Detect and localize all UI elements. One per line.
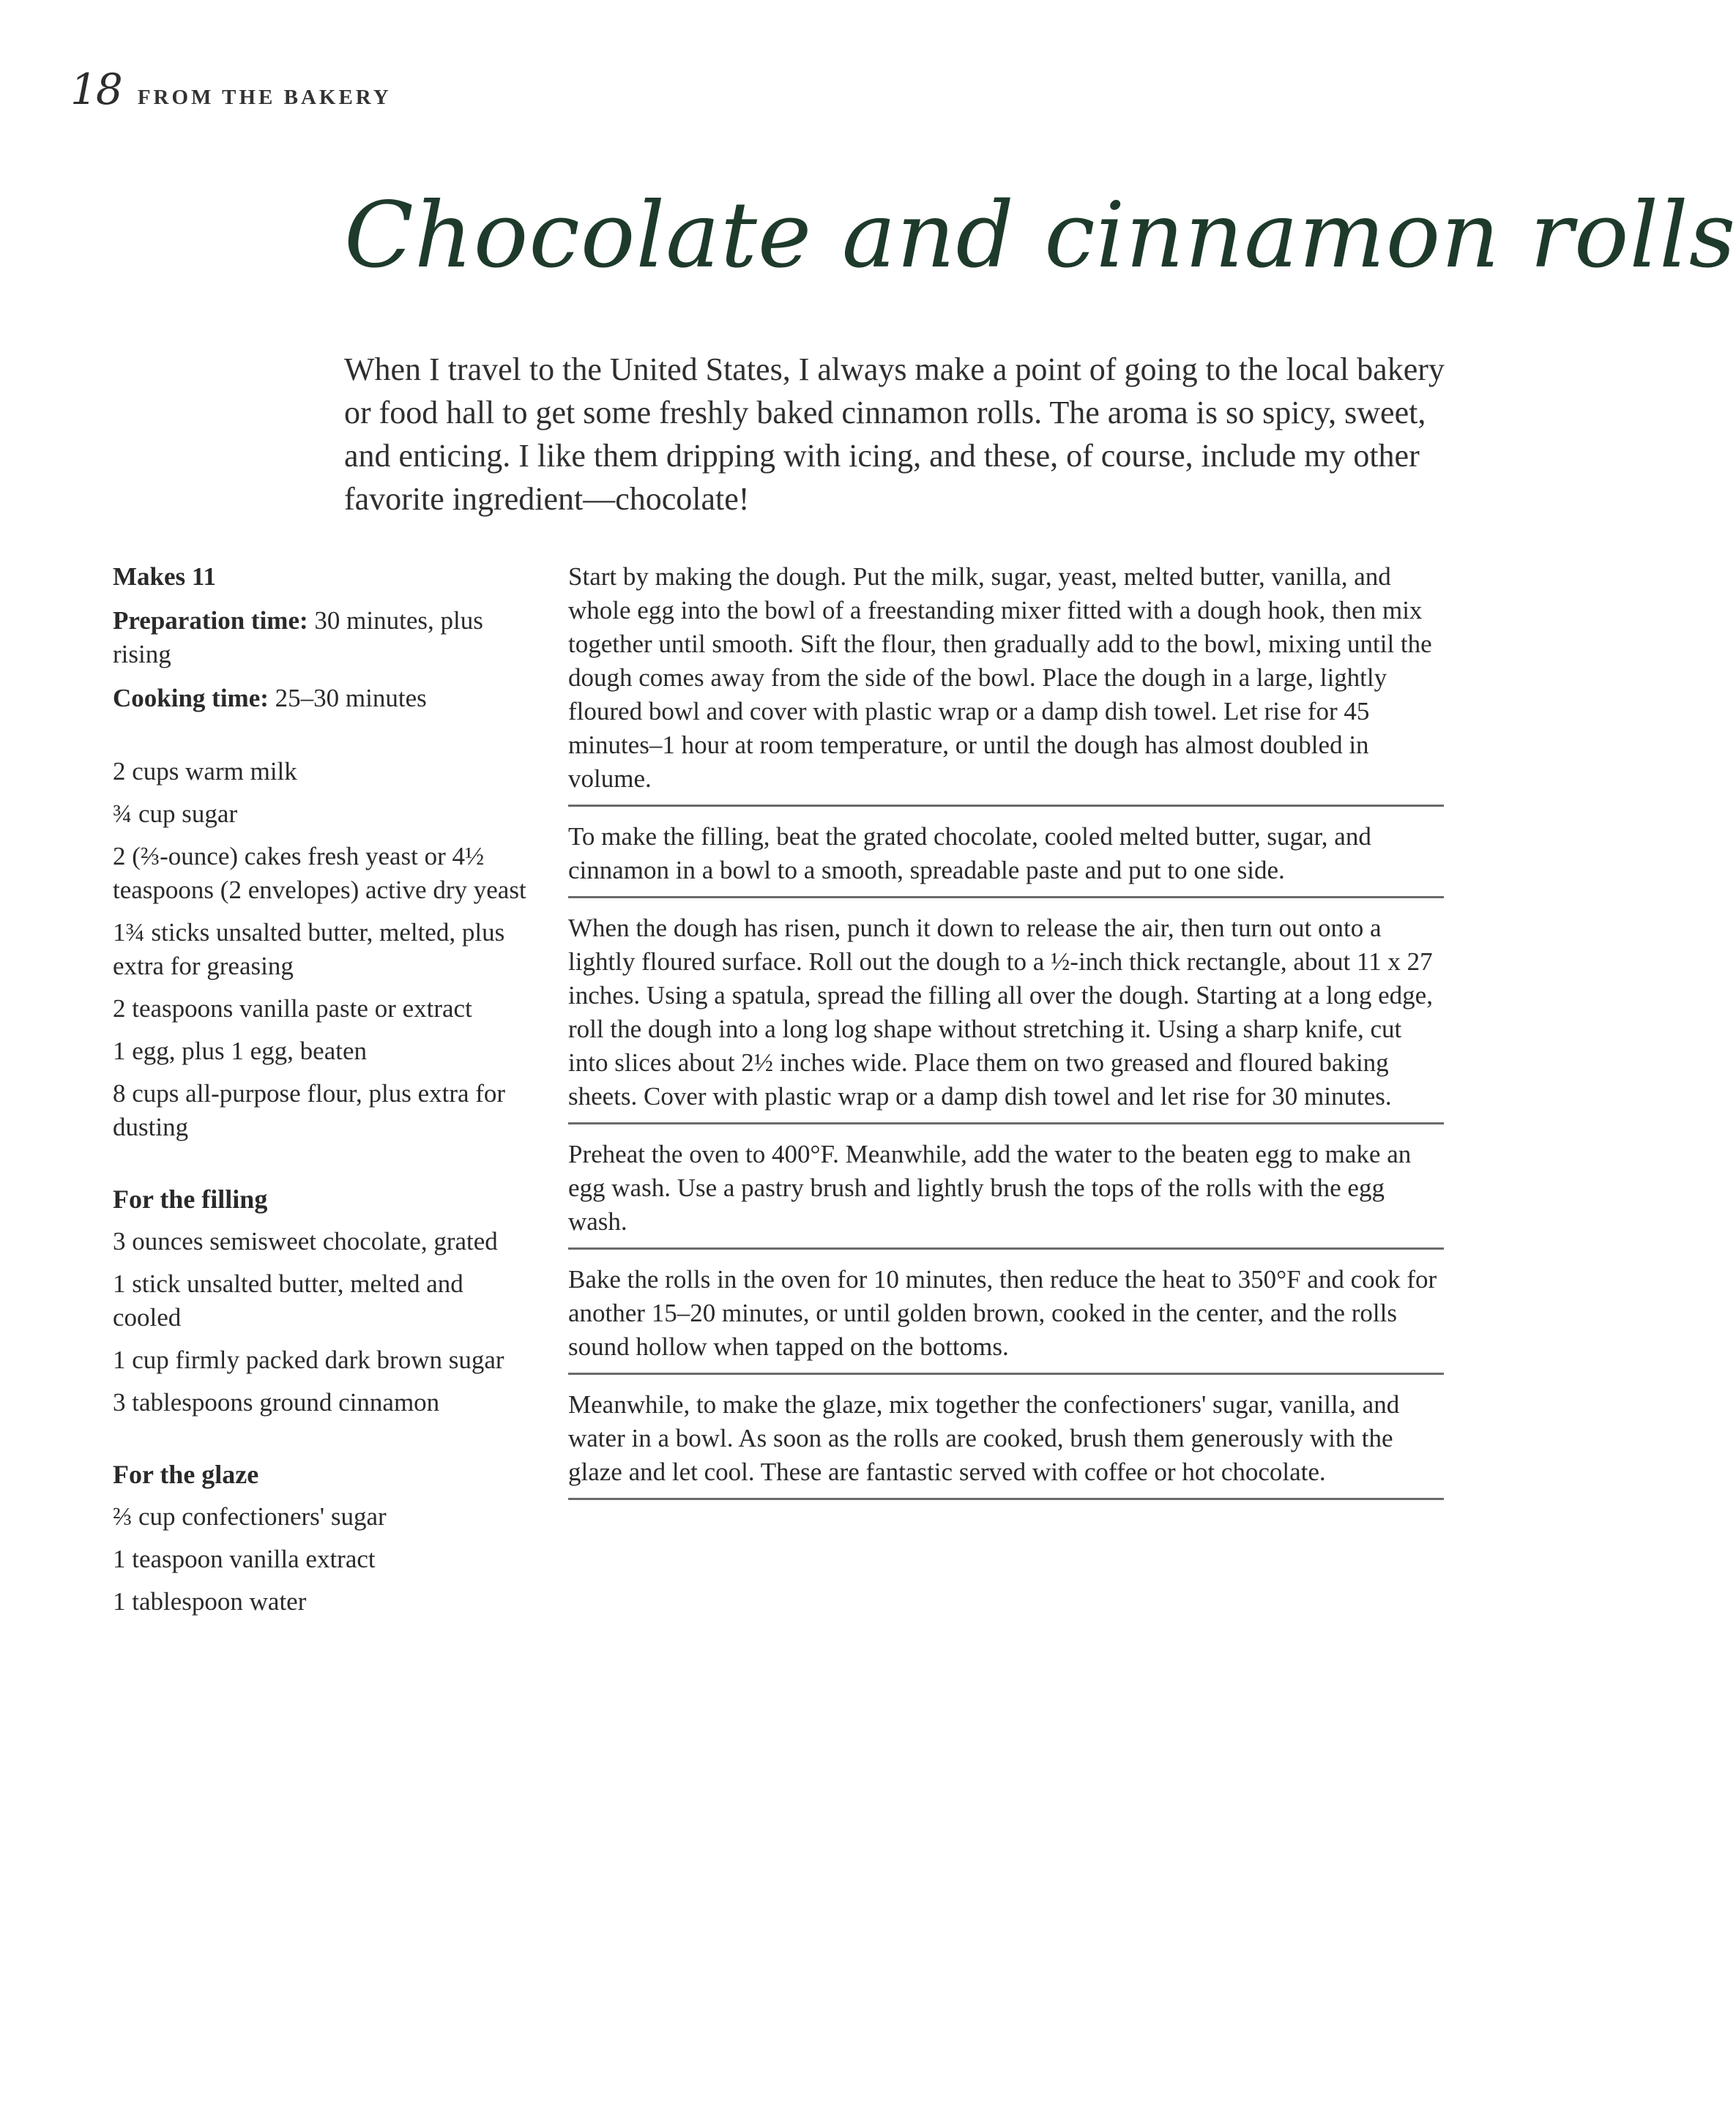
method-step: Preheat the oven to 400°F. Meanwhile, add the water to the beaten egg to make an egg wash. Use a pastry brush and lightly brush the tops of the rolls with the egg wash.	[568, 1138, 1444, 1250]
method-step: When the dough has risen, punch it down to release the air, then turn out onto a lightly floured surface. Roll out the dough to a ½-inch thick rectangle, about 11 x 27 inches. Using a spatula, spread the filling all over the dough. Starting at a long edge, roll the dough into a long log shape without stretching it. Using a sharp knife, cut into slices about 2½ inches wide. Place them on two greased and floured baking sheets. Cover with plastic wrap or a damp dish towel and let rise for 30 minutes.	[568, 911, 1444, 1124]
recipe-title: Chocolate and cinnamon rolls	[344, 183, 1736, 288]
ingredient-item: ⅔ cup confectioners' sugar	[113, 1502, 387, 1531]
page-header	[70, 64, 392, 114]
ingredient-item: 1 egg, plus 1 egg, beaten	[113, 1037, 367, 1065]
filling-heading: For the filling	[113, 1185, 268, 1214]
method-step: Start by making the dough. Put the milk, sugar, yeast, melted butter, vanilla, and whole egg into the bowl of a freestanding mixer fitted with a dough hook, then mix together until smooth. Sift the flour, then gradually add to the bowl, mixing until the dough comes away from the side of the bowl. Place the dough in a large, lightly floured bowl and cover with plastic wrap or a damp dish towel. Let rise for 45 minutes–1 hour at room temperature, or until the dough has almost doubled in volume.	[568, 560, 1444, 807]
method-column	[568, 560, 1444, 1500]
dough-ingredients	[113, 755, 530, 1144]
method-step: Bake the rolls in the oven for 10 minutes, then reduce the heat to 350°F and cook for another 15–20 minutes, or until golden brown, cooked in the center, and the rolls sound hollow when tapped on the bottoms.	[568, 1263, 1444, 1375]
filling-ingredients	[113, 1225, 530, 1420]
ingredient-item: 2 cups warm milk	[113, 757, 297, 786]
method-step: To make the filling, beat the grated chocolate, cooled melted butter, sugar, and cinnamon in a bowl to a smooth, spreadable paste and put to one side.	[568, 820, 1444, 898]
ingredient-item: 1 tablespoon water	[113, 1587, 307, 1616]
ingredient-item: 3 tablespoons ground cinnamon	[113, 1388, 440, 1417]
ingredient-item: ¾ cup sugar	[113, 799, 238, 828]
ingredient-item: 3 ounces semisweet chocolate, grated	[113, 1227, 498, 1256]
ingredient-item: 1 stick unsalted butter, melted and cooled	[113, 1269, 463, 1332]
prep-time: Preparation time: 30 minutes, plus rising	[113, 606, 483, 668]
ingredient-item: 1¾ sticks unsalted butter, melted, plus extra for greasing	[113, 918, 505, 980]
ingredients-column	[113, 560, 530, 1627]
section-title: FROM THE BAKERY	[137, 86, 392, 109]
recipe-intro: When I travel to the United States, I always make a point of going to the local bakery or food hall to get some freshly baked cinnamon rolls. The aroma is so spicy, sweet, and enticing. I like them dripping with icing, and these, of course, include my other favorite ingredient—chocolate!	[344, 351, 1445, 517]
glaze-ingredients	[113, 1500, 530, 1619]
ingredient-item: 8 cups all-purpose flour, plus extra for dusting	[113, 1079, 506, 1141]
method-step: Meanwhile, to make the glaze, mix together the confectioners' sugar, vanilla, and water in a bowl. As soon as the rolls are cooked, brush them generously with the glaze and let cool. These are fantastic served with coffee or hot chocolate.	[568, 1388, 1444, 1500]
glaze-heading: For the glaze	[113, 1460, 259, 1489]
ingredient-item: 1 teaspoon vanilla extract	[113, 1545, 376, 1573]
cook-time: Cooking time: 25–30 minutes	[113, 684, 427, 712]
page-number: 18	[70, 64, 122, 114]
makes-yield: Makes 11	[113, 562, 216, 591]
ingredient-item: 2 (⅔-ounce) cakes fresh yeast or 4½ teaspoons (2 envelopes) active dry yeast	[113, 842, 526, 904]
ingredient-item: 1 cup firmly packed dark brown sugar	[113, 1346, 504, 1374]
ingredient-item: 2 teaspoons vanilla paste or extract	[113, 994, 472, 1023]
